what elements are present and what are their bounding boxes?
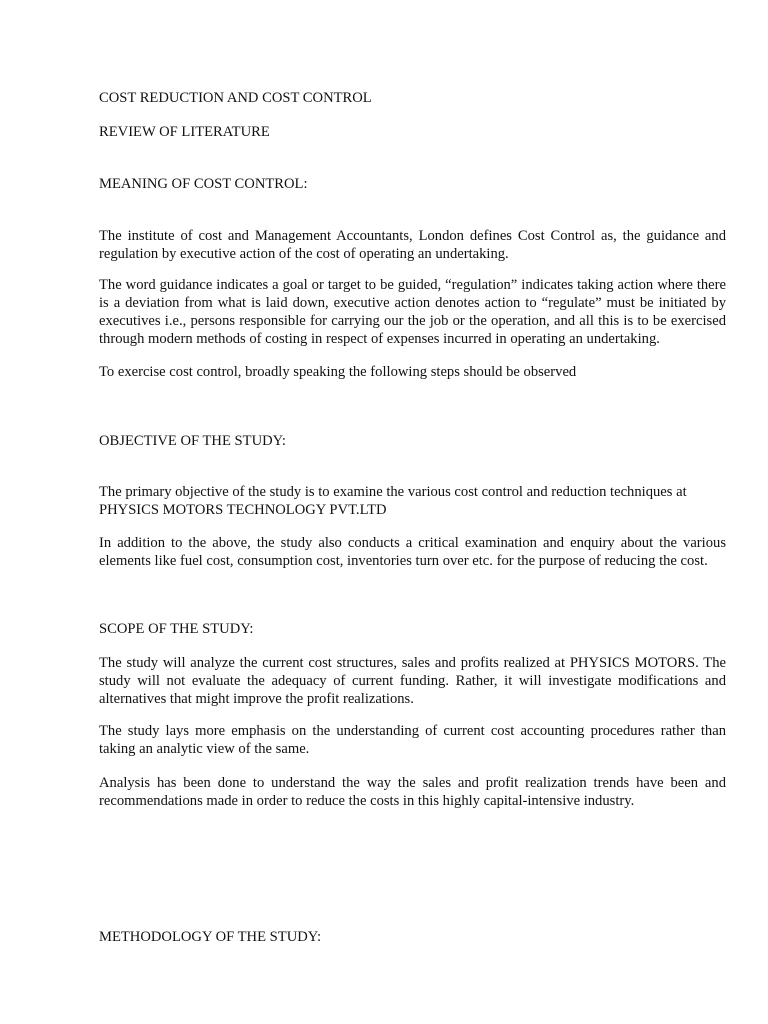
paragraph: The study lays more emphasis on the understanding of current cost accounting procedures rather than taking an analytic view of the same. <box>99 723 726 757</box>
section-heading-scope: SCOPE OF THE STUDY: <box>99 621 254 637</box>
document-subtitle: REVIEW OF LITERATURE <box>99 124 270 140</box>
paragraph: Analysis has been done to understand the way the sales and profit realization trends have been and recommendations made in order to reduce the costs in this highly capital-intensive industry. <box>99 775 726 809</box>
paragraph: The primary objective of the study is to examine the various cost control and reduction techniques at PHYSICS MOTORS TECHNOLOGY PVT.LTD <box>99 484 687 518</box>
section-heading-meaning: MEANING OF COST CONTROL: <box>99 176 308 192</box>
paragraph: The word guidance indicates a goal or target to be guided, “regulation” indicates taking action where there is a deviation from what is laid down, executive action denotes action to “regulate” must be initiated by executives i.e., persons responsible for carrying our the job or the operation, and all this is to be exercised through modern methods of costing in respect of expenses incurred in operating an undertaking. <box>99 277 726 347</box>
paragraph: To exercise cost control, broadly speaking the following steps should be observed <box>99 364 577 380</box>
paragraph: The study will analyze the current cost structures, sales and profits realized at PHYSICS MOTORS. The study will not evaluate the adequacy of current funding. Rather, it will investigate modifications and alternatives that might improve the profit realizations. <box>99 655 726 707</box>
paragraph: The institute of cost and Management Accountants, London defines Cost Control as, the guidance and regulation by executive action of the cost of operating an undertaking. <box>99 228 726 262</box>
document-title: COST REDUCTION AND COST CONTROL <box>99 90 372 106</box>
paragraph: In addition to the above, the study also conducts a critical examination and enquiry about the various elements like fuel cost, consumption cost, inventories turn over etc. for the purpose of reducing the cost. <box>99 535 726 569</box>
section-heading-methodology: METHODOLOGY OF THE STUDY: <box>99 929 322 945</box>
section-heading-objective: OBJECTIVE OF THE STUDY: <box>99 433 286 449</box>
